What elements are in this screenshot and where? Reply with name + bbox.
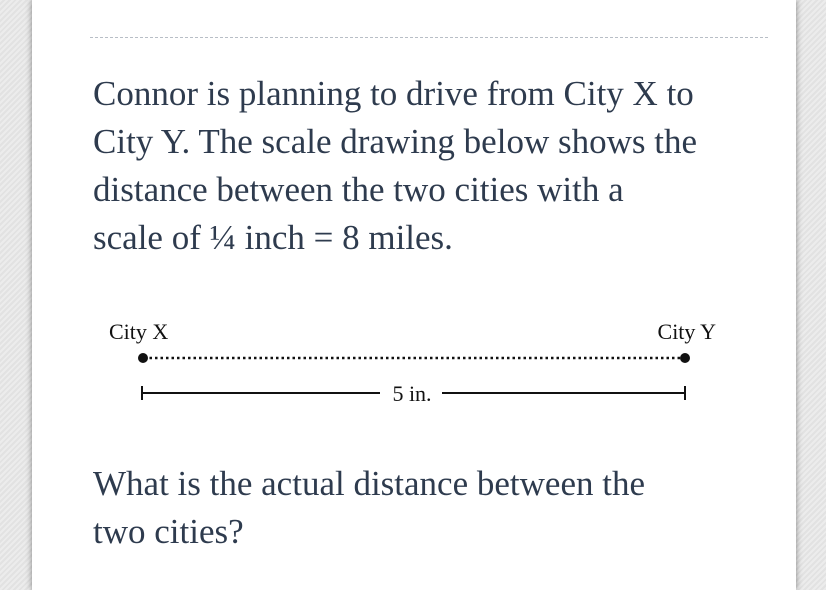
question-line-2: two cities? [93, 512, 244, 551]
city-x-label: City X [109, 319, 169, 344]
city-x-point [138, 353, 148, 363]
problem-line-2: City Y. The scale drawing below shows the [93, 122, 697, 161]
problem-card [32, 0, 796, 590]
question-line-1: What is the actual distance between the [93, 464, 645, 503]
page-background-left [0, 0, 32, 590]
problem-line-4: scale of ¼ inch = 8 miles. [93, 218, 453, 257]
dimension-label: 5 in. [392, 381, 432, 406]
page-background-right [796, 0, 826, 590]
city-y-label: City Y [657, 319, 716, 344]
city-y-point [680, 353, 690, 363]
problem-line-3: distance between the two cities with a [93, 170, 624, 209]
question-statement [93, 460, 753, 556]
problem-line-1: Connor is planning to drive from City X to [93, 74, 694, 113]
